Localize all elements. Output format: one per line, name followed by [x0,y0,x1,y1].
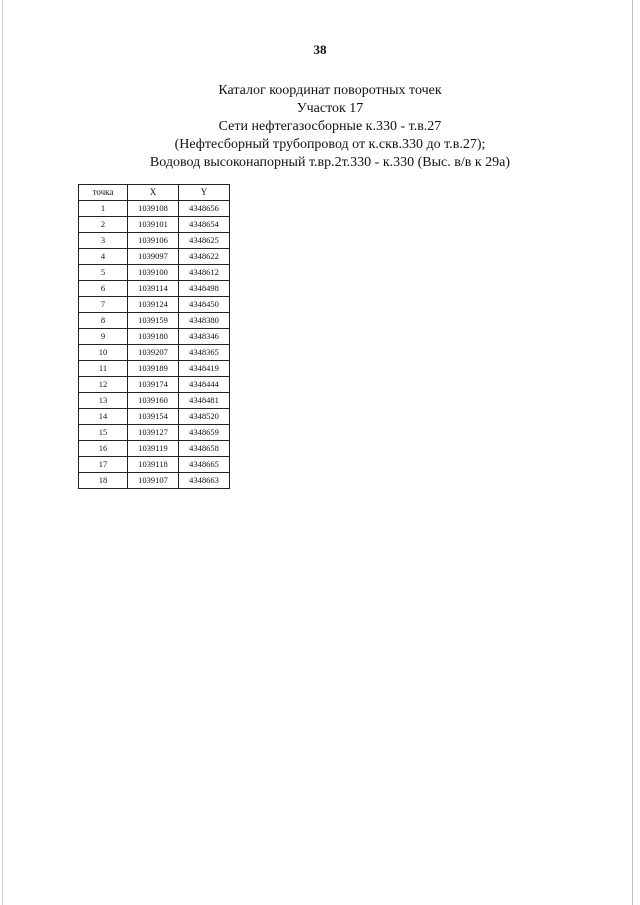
cell-point: 13 [79,393,128,409]
cell-x: 1039118 [128,457,179,473]
table-row [79,393,230,409]
cell-x: 1039160 [128,393,179,409]
title-line-pipeline: (Нефтесборный трубопровод от к.скв.330 до т.в.27); [174,137,486,152]
cell-y: 4348365 [179,345,230,361]
header-x: X [128,185,179,201]
table-row [79,473,230,489]
table-row [79,249,230,265]
cell-y: 4348659 [179,425,230,441]
cell-point: 6 [79,281,128,297]
table-row [79,297,230,313]
cell-point: 5 [79,265,128,281]
cell-y: 4348346 [179,329,230,345]
page-number: 38 [313,42,327,57]
cell-point: 7 [79,297,128,313]
table-row [79,361,230,377]
cell-point: 16 [79,441,128,457]
cell-point: 17 [79,457,128,473]
coordinates-table [78,184,230,489]
cell-y: 4348665 [179,457,230,473]
cell-x: 1039154 [128,409,179,425]
table-row [79,329,230,345]
cell-point: 14 [79,409,128,425]
table-row [79,233,230,249]
title-line-networks: Сети нефтегазосборные к.330 - т.в.27 [218,119,442,134]
table-row [79,377,230,393]
document-title [100,82,560,172]
cell-point: 18 [79,473,128,489]
table-body [79,201,230,489]
cell-point: 10 [79,345,128,361]
cell-x: 1039180 [128,329,179,345]
cell-x: 1039097 [128,249,179,265]
scan-edge-right [632,0,633,905]
cell-y: 4348380 [179,313,230,329]
table-row [79,217,230,233]
cell-x: 1039100 [128,265,179,281]
cell-point: 12 [79,377,128,393]
table-row [79,201,230,217]
title-line-section: Участок 17 [296,101,364,116]
cell-y: 4348481 [179,393,230,409]
scan-edge-left [2,0,3,905]
cell-y: 4348498 [179,281,230,297]
cell-point: 4 [79,249,128,265]
cell-x: 1039159 [128,313,179,329]
cell-point: 3 [79,233,128,249]
cell-x: 1039124 [128,297,179,313]
table-row [79,457,230,473]
table-row [79,425,230,441]
cell-y: 4348654 [179,217,230,233]
cell-point: 1 [79,201,128,217]
cell-x: 1039174 [128,377,179,393]
cell-point: 15 [79,425,128,441]
cell-y: 4348658 [179,441,230,457]
cell-x: 1039106 [128,233,179,249]
cell-x: 1039114 [128,281,179,297]
table-header-row [79,185,230,201]
table-row [79,409,230,425]
title-line-water-line: Водовод высоконапорный т.вр.2т.330 - к.330 (Выс. в/в к 29а) [149,155,511,170]
cell-point: 8 [79,313,128,329]
table-row [79,313,230,329]
table-row [79,345,230,361]
cell-y: 4348520 [179,409,230,425]
cell-y: 4348450 [179,297,230,313]
cell-x: 1039107 [128,473,179,489]
header-y: Y [179,185,230,201]
cell-point: 11 [79,361,128,377]
cell-x: 1039101 [128,217,179,233]
cell-y: 4348625 [179,233,230,249]
cell-x: 1039119 [128,441,179,457]
cell-x: 1039108 [128,201,179,217]
header-point: точка [79,185,128,201]
cell-x: 1039207 [128,345,179,361]
cell-y: 4348444 [179,377,230,393]
table-row [79,441,230,457]
table-row [79,265,230,281]
cell-y: 4348612 [179,265,230,281]
cell-y: 4348622 [179,249,230,265]
cell-y: 4348656 [179,201,230,217]
cell-x: 1039189 [128,361,179,377]
cell-x: 1039127 [128,425,179,441]
cell-y: 4348663 [179,473,230,489]
title-line-catalog: Каталог координат поворотных точек [218,83,442,98]
table-row [79,281,230,297]
cell-point: 2 [79,217,128,233]
cell-y: 4348419 [179,361,230,377]
cell-point: 9 [79,329,128,345]
